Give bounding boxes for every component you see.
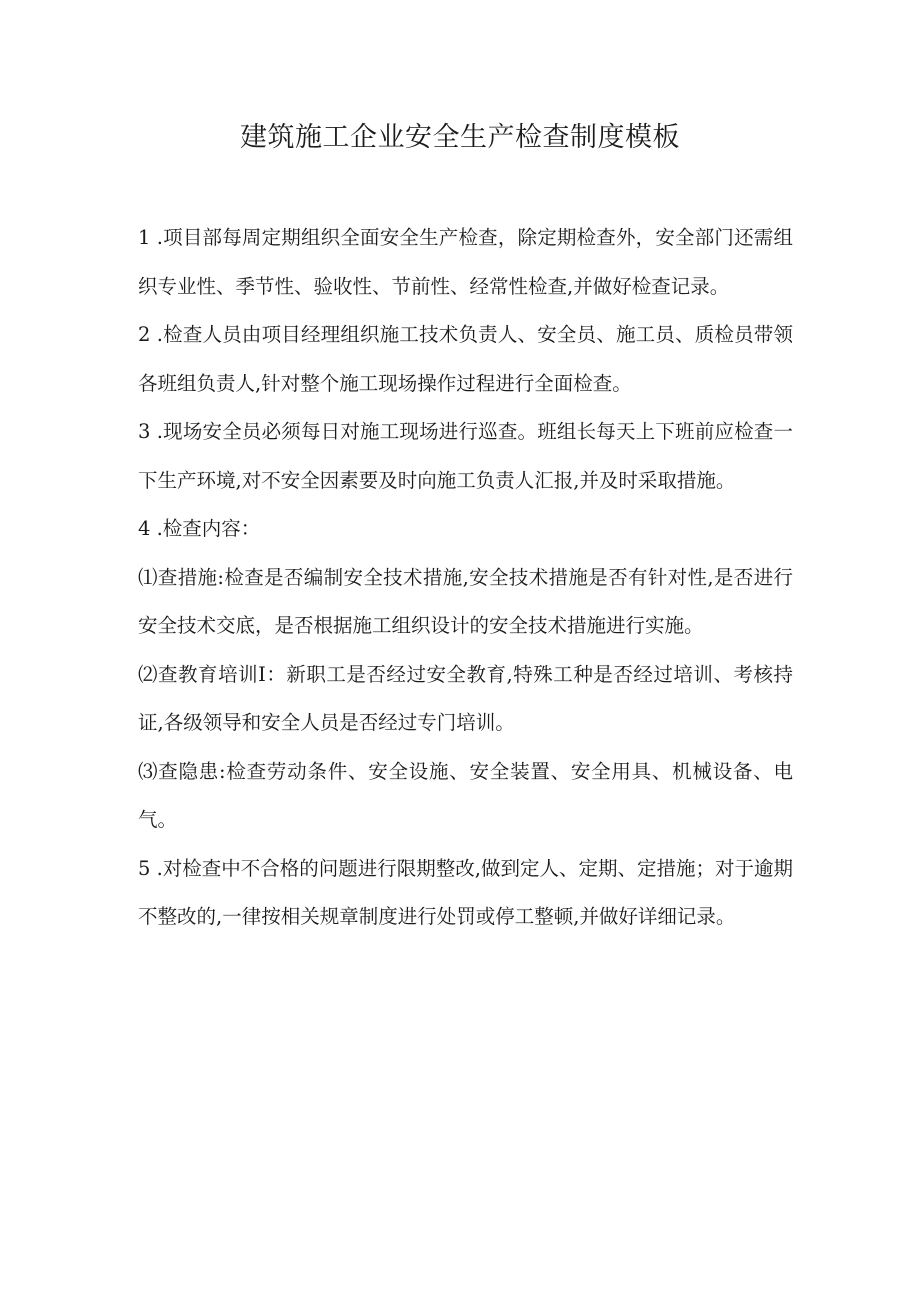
paragraph-3: 3 .现场安全员必须每日对施工现场进行巡查。班组长每天上下班前应检查一下生产环境,对不安全因素要及时向施工负责人汇报,并及时采取措施。 [138, 420, 793, 492]
paragraph-1: 1 .项目部每周定期组织全面安全生产检查，除定期检查外，安全部门还需组织专业性、季节性、验收性、节前性、经常性检查,并做好检查记录。 [138, 226, 793, 298]
paragraph-4-heading: 4 .检查内容： [138, 517, 261, 540]
document-body [138, 214, 793, 942]
paragraph-2: 2 .检查人员由项目经理组织施工技术负责人、安全员、施工员、质检员带领各班组负责人,针对整个施工现场操作过程进行全面检查。 [138, 323, 793, 395]
paragraph-4-item-2: ⑵查教育培训I：新职工是否经过安全教育,特殊工种是否经过培训、考核持证,各级领导和安全人员是否经过专门培训。 [138, 662, 793, 734]
paragraph-4-item-3: ⑶查隐患:检查劳动条件、安全设施、安全装置、安全用具、机械设备、电气。 [138, 759, 793, 831]
paragraph-4-item-1: ⑴查措施:检查是否编制安全技术措施,安全技术措施是否有针对性,是否进行安全技术交底，是否根据施工组织设计的安全技术措施进行实施。 [138, 565, 793, 637]
paragraph-5: 5 .对检查中不合格的问题进行限期整改,做到定人、定期、定措施；对于逾期不整改的,一律按相关规章制度进行处罚或停工整顿,并做好详细记录。 [138, 856, 794, 928]
document-title: 建筑施工企业安全生产检查制度模板 [240, 122, 680, 153]
